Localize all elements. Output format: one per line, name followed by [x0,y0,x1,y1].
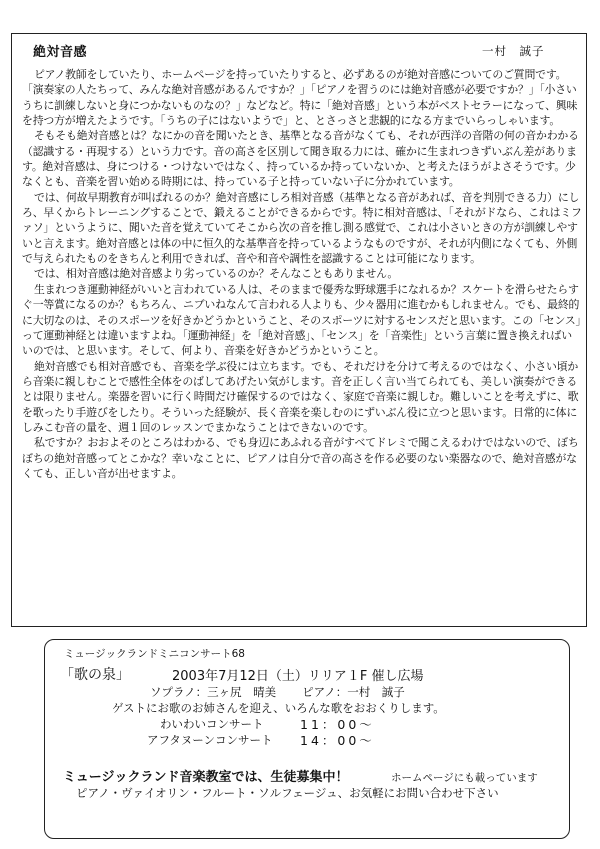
article-paragraph: そもそも絶対音感とは？なにかの音を聞いたとき、基準となる音がなくても、それが西洋の音階の何の音かわかる（認識する・再現する）という力です。音の高さを区別して聞き取る力には、確かに生まれつきずいぶん差があります。絶対音感は、身につける・つけないではなく、持っているか持っていないか、と考えたほうがよさそうです。少なくとも、音楽を習い始める時期には、持っている子と持っていない子に分かれています。 [22,129,579,189]
session-1-time: 11：00〜 [300,717,375,732]
article-paragraph: 絶対音感でも相対音感でも、音楽を学ぶ役には立ちます。でも、それだけを分けて考えるのではなく、小さい頃から音楽に親しむことで感性全体をのばしてあげたい気がします。音を正しく言い当てられても、美しい演奏ができるとは限りません。楽器を習いに行く時間だけ確保するのではなく、家庭で音楽に親しむ。難しいことを考えずに、歌を歌ったり手遊びをしたり。そういった経験が、長く音楽を楽しむのにずいぶん役に立つと思います。日常的に体にしみこむ音の量を、週１回のレッスンでまかなうことはできないのです。 [22,359,579,434]
concert-series: ミュージックランドミニコンサート68 [64,648,245,660]
soprano-performer: ソプラノ：三ヶ尻 晴美 [150,685,277,699]
concert-title: 「歌の泉」 [60,667,130,683]
session-1-name: わいわいコンサート [160,717,264,731]
homepage-note: ホームページにも載っています [391,772,538,784]
session-2-time: 14：00〜 [300,733,375,748]
session-2-name: アフタヌーンコンサート [147,733,273,747]
article-title: 絶対音感 [33,45,88,60]
article-paragraph: 私ですか？おおよそのところはわかる、でも身辺にあふれる音がすべてドレミで聞こえるわけではないので、ぼちぼちの絶対音感ってとこかな？幸いなことに、ピアノは自分で音の高さを作る必要のない楽器なので、絶対音感がなくても、正しい音が出せますよ。 [22,436,579,480]
course-list: ピアノ・ヴァイオリン・フルート・ソルフェージュ、お気軽にお問い合わせ下さい [76,786,499,800]
concert-guest-note: ゲストにお歌のお姉さんを迎え、いろんな歌をおおくりします。 [112,701,445,715]
concert-date-venue: 2003年7月12日（土）リリア１F 催し広場 [172,669,424,684]
concert-performers [150,684,405,700]
article-paragraph: 生まれつき運動神経がいいと言われている人は、そのままで優秀な野球選手になれるか？スケートを滑らせたらすぐ一等賞になるのか？もちろん、ニブいねなんて言われる人よりも、少々器用に進むかもしれません。でも、最終的に大切なのは、そのスポーツを好きかどうかということ、そのスポーツに対するセンスだと思います。この「センス」って運動神経とは違いますよね。「運動神経」を「絶対音感」、「センス」を「音楽性」という言葉に置き換えればいいのでは、と思います。そして、何より、音楽を好きかどうかということ。 [22,282,581,358]
article-body [22,67,582,481]
article-paragraph: ピアノ教師をしていたり、ホームページを持っていたりすると、必ずあるのが絶対音感についてのご質問です。「演奏家の人たちって、みんな絶対音感があるんですか？」「ピアノを習うのには絶対音感が必要ですか？」「小さいうちに訓練しないと身につかないものなの？」などなど。特に「絶対音感」という本がベストセラーになって、興味を持つ方が増えたようです。「うちの子にはないようで」と、とさっさと悲観的になる方までいらっしゃいます。 [22,68,578,128]
article-paragraph: では、相対音感は絶対音感より劣っているのか？そんなこともありません。 [33,267,399,281]
article-author: 一村 誠子 [482,44,545,58]
article-paragraph: では、何故早期教育が叫ばれるのか？絶対音感にしろ相対音感（基準となる音があれば、音を判別できる力）にしろ、早くからトレーニングすることで、鍛えることができるからです。特に相対音感は、「それがドなら、これはミファソ」というように、聞いた音を覚えていてそこから次の音を推し測る感覚で、これは小さいときの方が訓練しやすいと言えます。絶対音感とは体の中に恒久的な基準音を持っているようなものですが、それが内側になくても、外側で与えられたものをきちんと利用できれば、音や和音や調性を認識することは可能になります。 [22,190,582,266]
piano-performer: ピアノ：一村 誠子 [302,685,405,699]
recruitment-headline: ミュージックランド音楽教室では、生徒募集中！ [63,770,349,785]
